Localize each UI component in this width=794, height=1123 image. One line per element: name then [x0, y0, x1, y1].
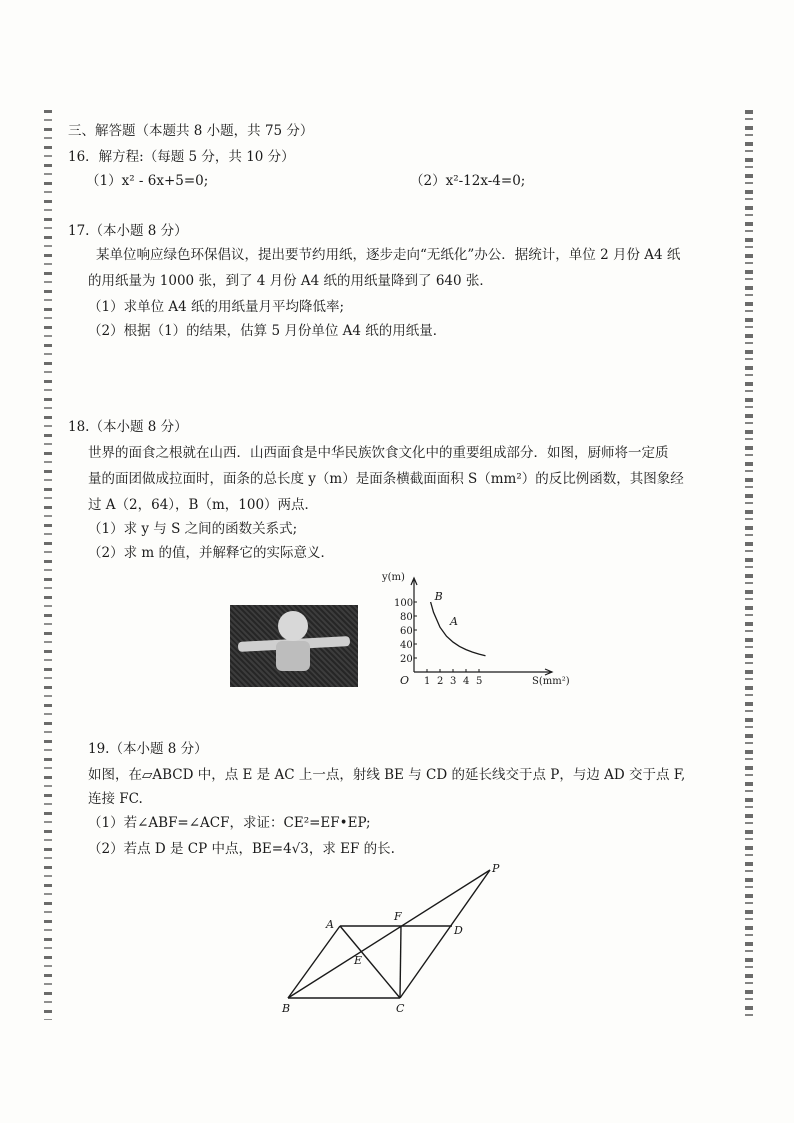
- segment-ac: [340, 926, 400, 998]
- q18-line1: 世界的面食之根就在山西．山西面食是中华民族饮食文化中的重要组成部分．如图，厨师将一定质: [88, 445, 669, 461]
- binding-edge-left: [44, 110, 52, 1020]
- label-b: B: [282, 1002, 291, 1015]
- point-label-a: A: [450, 615, 458, 629]
- q19-line1: 如图，在▱ABCD 中，点 E 是 AC 上一点，射线 BE 与 CD 的延长线交于点 P，与边 AD 交于点 F,: [88, 767, 686, 783]
- label-d: D: [454, 924, 463, 937]
- binding-edge-right: [745, 110, 753, 1020]
- segment-cp: [400, 870, 490, 998]
- section-title: 三、解答题（本题共 8 小题，共 75 分）: [68, 123, 314, 139]
- label-f: F: [394, 910, 402, 923]
- photo-head: [278, 611, 308, 641]
- series-curve-0: [431, 602, 486, 656]
- q18-line2: 量的面团做成拉面时，面条的总长度 y（m）是面条横截面面积 S（mm²）的反比例函数，其图象经: [88, 471, 684, 487]
- x-tick-label-2: 2: [437, 676, 444, 687]
- q19-title: 19.（本小题 8 分）: [88, 741, 208, 757]
- label-a: A: [326, 918, 334, 931]
- q17-title: 17.（本小题 8 分）: [68, 223, 188, 239]
- photo-body: [276, 641, 310, 671]
- x-axis-label: S(mm²): [532, 676, 570, 687]
- label-c: C: [396, 1002, 405, 1015]
- q18-title: 18.（本小题 8 分）: [68, 419, 188, 435]
- q16-title: 16．解方程:（每题 5 分，共 10 分）: [68, 149, 295, 165]
- q16-part2: （2）x²-12x-4=0;: [410, 173, 526, 189]
- x-tick-label-5: 5: [476, 676, 483, 687]
- y-tick-label-80: 80: [400, 612, 413, 623]
- label-p: P: [492, 862, 500, 875]
- q19-line2: 连接 FC.: [88, 791, 143, 807]
- q19-part2: （2）若点 D 是 CP 中点，BE=4√3，求 EF 的长.: [88, 841, 395, 857]
- segment-fc: [400, 926, 401, 998]
- x-tick-label-4: 4: [463, 676, 470, 687]
- q17-line1: 某单位响应绿色环保倡议，提出要节约用纸，逐步走向“无纸化”办公．据统计，单位 2 月份 A4 纸: [96, 247, 681, 263]
- q17-part2: （2）根据（1）的结果，估算 5 月份单位 A4 纸的用纸量．: [88, 323, 447, 339]
- parallelogram-figure: [270, 858, 520, 1018]
- origin-label: O: [400, 674, 410, 687]
- y-tick-label-40: 40: [400, 640, 413, 651]
- x-tick-label-1: 1: [424, 676, 431, 687]
- q18-line3: 过 A（2，64），B（m，100）两点．: [88, 497, 319, 513]
- q18-part2: （2）求 m 的值，并解释它的实际意义．: [88, 545, 334, 561]
- y-tick-label-20: 20: [400, 654, 413, 665]
- q16-part1: （1）x² - 6x+5=0;: [86, 173, 209, 189]
- y-axis-label: y(m): [382, 572, 405, 583]
- q18-part1: （1）求 y 与 S 之间的函数关系式;: [88, 521, 298, 537]
- y-tick-label-60: 60: [400, 626, 413, 637]
- label-e: E: [354, 954, 363, 967]
- q19-part1: （1）若∠ABF=∠ACF，求证：CE²=EF•EP;: [88, 815, 371, 831]
- q17-part1: （1）求单位 A4 纸的用纸量月平均降低率;: [88, 299, 345, 315]
- function-graph: [370, 568, 570, 690]
- q17-line2: 的用纸量为 1000 张，到了 4 月份 A4 纸的用纸量降到了 640 张．: [88, 273, 493, 289]
- y-tick-label-100: 100: [394, 598, 414, 609]
- x-tick-label-3: 3: [450, 676, 457, 687]
- noodle-chef-photo: [230, 605, 358, 687]
- segment-ab: [288, 926, 340, 998]
- point-label-b: B: [434, 590, 443, 603]
